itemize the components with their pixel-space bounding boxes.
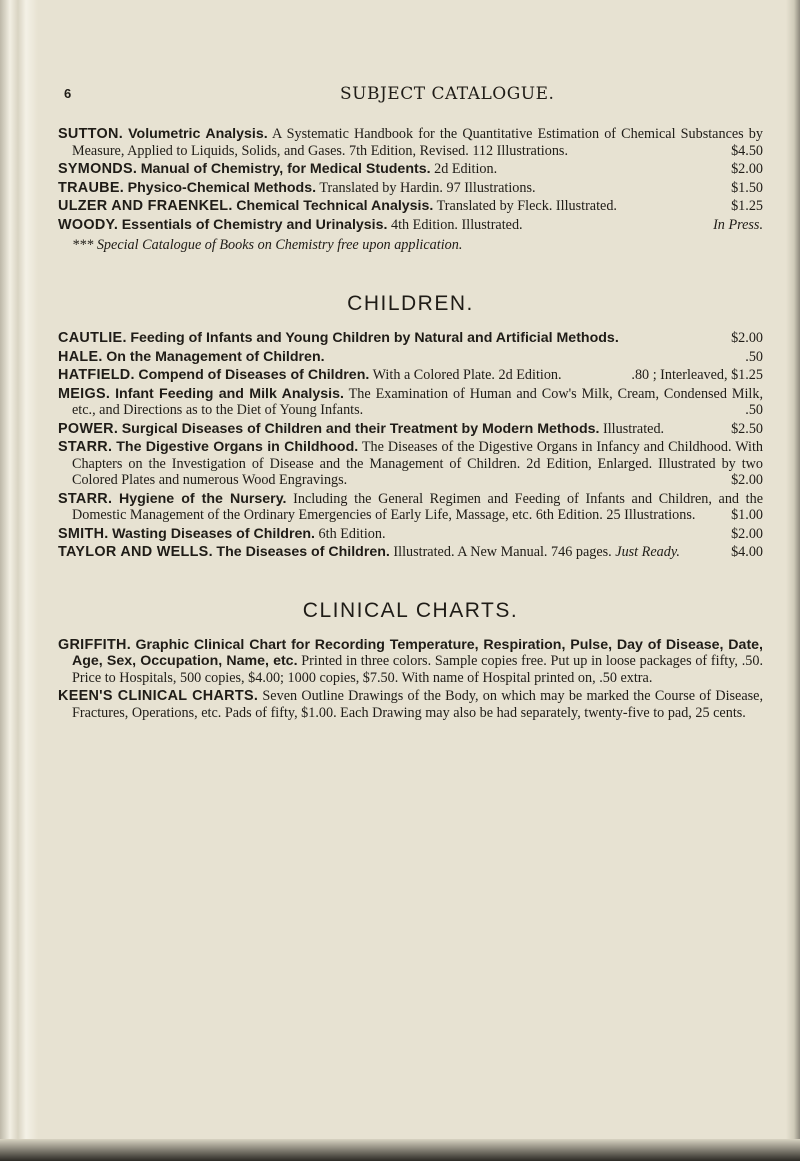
entry-price: In Press.	[713, 216, 763, 233]
entry-description: Printed in three colors. Sample copies free. Put up in loose packages of fifty, .50. Price to Hospitals, 500 copies, $4.00; 1000 copies, $7.50. With name of Hospital printed on, .50 extra.	[72, 653, 763, 686]
entry-title: Essentials of Chemistry and Urinalysis.	[121, 216, 388, 233]
catalogue-entry	[58, 349, 763, 366]
catalogue-entry	[58, 439, 763, 489]
section-clinical-charts	[58, 599, 763, 722]
entry-availability: Just Ready.	[615, 544, 680, 560]
entry-price: $2.00	[731, 330, 763, 346]
entry-price: $4.00	[731, 544, 763, 560]
entry-description: With a Colored Plate. 2d Edition.	[372, 367, 562, 383]
entry-price: $1.25	[731, 198, 763, 214]
entry-author: WOODY.	[58, 216, 119, 233]
entry-author: GRIFFITH.	[58, 636, 132, 653]
entry-title: Compend of Diseases of Children.	[138, 367, 370, 383]
entry-price: .50	[745, 348, 763, 365]
entry-author: TRAUBE.	[58, 179, 125, 196]
entry-description: The Examination of Human and Cow's Milk, Cream, Condensed Milk, etc., and Directions as to the Diet of Young Infants.	[72, 385, 763, 418]
entry-title: Infant Feeding and Milk Analysis.	[115, 385, 344, 402]
entry-title: Wasting Diseases of Children.	[112, 525, 315, 542]
entry-author: SMITH.	[58, 525, 109, 542]
entry-description: Illustrated.	[603, 420, 665, 437]
entry-price: .50	[745, 402, 763, 418]
entry-title: Volumetric Analysis.	[128, 126, 268, 142]
entry-title: The Diseases of Children.	[216, 544, 390, 560]
entry-title: On the Management of Children.	[106, 348, 325, 365]
entry-title: Graphic Clinical Chart for Recording Temperature, Respiration, Pulse, Day of Disease, Date, Age, Sex, Occupation, Name, etc.	[72, 636, 764, 669]
catalogue-note: *** Special Catalogue of Books on Chemistry free upon application.	[72, 237, 463, 253]
entry-title: Hygiene of the Nursery.	[118, 490, 287, 507]
entry-title: Surgical Diseases of Children and their Treatment by Modern Methods.	[121, 420, 600, 437]
entry-author: STARR.	[58, 439, 113, 455]
catalogue-entry	[58, 367, 763, 384]
page-header	[58, 84, 763, 112]
catalogue-entry	[58, 386, 763, 419]
catalogue-entry	[58, 161, 763, 178]
entry-price: $2.00	[731, 161, 763, 177]
section-heading: CHILDREN.	[347, 292, 474, 315]
entry-title: Feeding of Infants and Young Children by Natural and Artificial Methods.	[130, 330, 619, 346]
page-right-edge	[786, 0, 800, 1161]
entry-description: 4th Edition. Illustrated.	[390, 216, 523, 233]
catalogue-entry	[58, 180, 763, 197]
entry-description: Seven Outline Drawings of the Body, on which may be marked the Course of Disease, Fractures, Operations, etc. Pads of fifty, $1.00. Each Drawing may also be had separately, twenty-five to pad, 25 cents.	[72, 688, 763, 721]
page-number: 6	[64, 86, 72, 101]
catalogue-entry	[58, 688, 763, 721]
entry-author: KEEN'S CLINICAL CHARTS.	[58, 688, 259, 704]
catalogue-entry	[58, 544, 763, 561]
book-spine-edge	[0, 0, 38, 1161]
entry-title: The Digestive Organs in Childhood.	[116, 439, 359, 455]
catalogue-entry	[58, 526, 763, 543]
catalogue-entry	[58, 330, 763, 347]
catalogue-page	[58, 84, 763, 723]
entry-description: 2d Edition.	[434, 161, 498, 177]
entry-title: Chemical Technical Analysis.	[236, 198, 434, 214]
running-head: SUBJECT CATALOGUE.	[340, 84, 555, 104]
entry-description: Illustrated. A New Manual. 746 pages.	[393, 544, 612, 560]
entry-price: $2.00	[731, 472, 763, 488]
catalogue-entry	[58, 637, 763, 687]
entry-author: MEIGS.	[58, 385, 111, 402]
entry-description: 6th Edition.	[318, 525, 386, 542]
entry-author: TAYLOR AND WELLS.	[58, 544, 213, 560]
catalogue-entry	[58, 126, 763, 159]
entry-author: SUTTON.	[58, 126, 123, 142]
entry-price: $1.00	[731, 507, 763, 523]
entry-price: $2.50	[731, 420, 763, 437]
entry-author: POWER.	[58, 420, 119, 437]
entry-title: Manual of Chemistry, for Medical Students.	[140, 161, 431, 177]
entry-description: Translated by Fleck. Illustrated.	[436, 198, 617, 214]
entry-description: Translated by Hardin. 97 Illustrations.	[319, 179, 536, 196]
entry-description: Including the General Regimen and Feeding of Infants and Children, and the Domestic Management of the Ordinary Emergencies of Early Life, Massage, etc. 6th Edition. 25 Illustrations.	[72, 490, 764, 523]
entry-author: HATFIELD.	[58, 367, 135, 383]
catalogue-entry	[58, 217, 763, 234]
entry-price: $4.50	[731, 142, 763, 159]
section-children	[58, 292, 763, 561]
catalogue-entry	[58, 421, 763, 438]
entry-description: A Systematic Handbook for the Quantitative Estimation of Chemical Substances by Measure, Applied to Liquids, Solids, and Gases. 7th Edition, Revised. 112 Illustrations.	[72, 126, 763, 159]
catalogue-entry	[58, 198, 763, 215]
entry-author: STARR.	[58, 490, 113, 507]
entry-author: HALE.	[58, 348, 103, 365]
page-bottom-edge	[0, 1139, 800, 1161]
entry-author: CAUTLIE.	[58, 330, 127, 346]
entry-author: ULZER AND FRAENKEL.	[58, 198, 233, 214]
entry-price: .80 ; Interleaved, $1.25	[631, 367, 763, 383]
entry-description: The Diseases of the Digestive Organs in Infancy and Childhood. With Chapters on the Investigation of Disease and the Management of Children. 2d Edition, Enlarged. Illustrated by two Colored Plates and numerous Wood Engravings.	[72, 439, 764, 488]
catalogue-entry	[58, 491, 763, 524]
entry-price: $2.00	[731, 525, 763, 542]
entry-title: Physico-Chemical Methods.	[127, 179, 317, 196]
entry-price: $1.50	[731, 179, 763, 196]
section-chemistry	[58, 126, 763, 254]
entry-author: SYMONDS.	[58, 161, 138, 177]
section-heading: CLINICAL CHARTS.	[302, 598, 519, 622]
